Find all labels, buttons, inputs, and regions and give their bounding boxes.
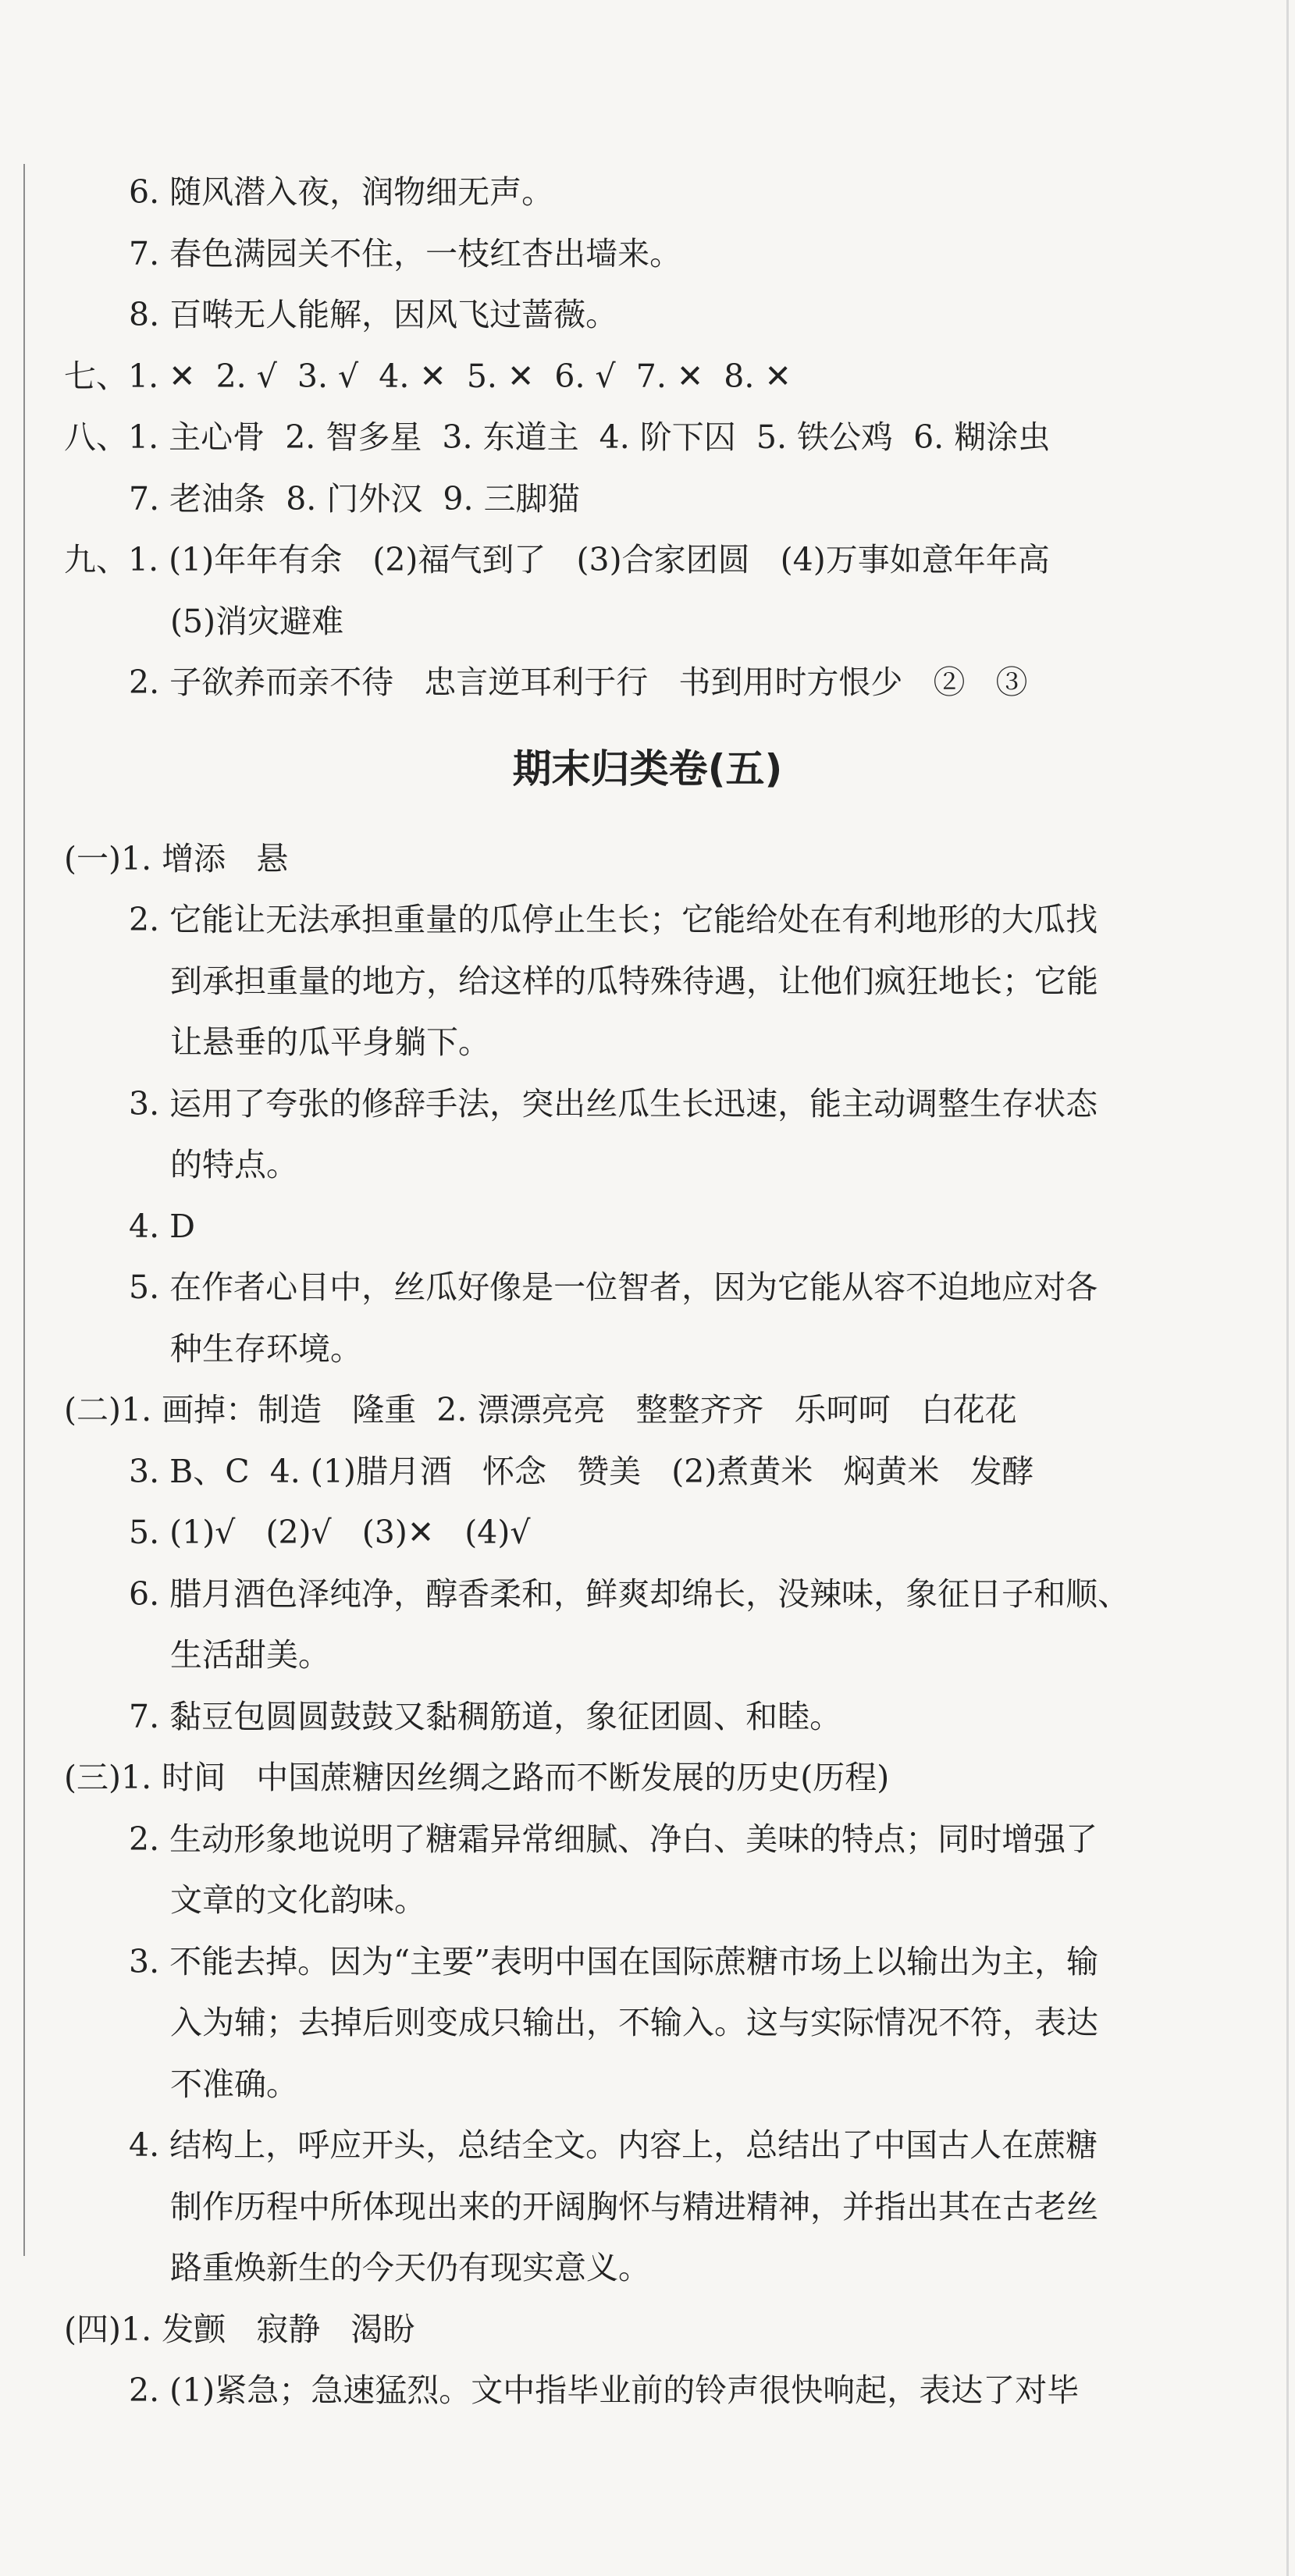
answer-line: 种生存环境。 [170,1330,362,1368]
answer-line: 4. D [129,1208,196,1245]
answer-line: 七、1. ✕ 2. √ 3. √ 4. ✕ 5. ✕ 6. √ 7. ✕ 8. ✕ [64,358,792,395]
answer-line: 5. 在作者心目中，丝瓜好像是一位智者，因为它能从容不迫地应对各 [129,1268,1098,1306]
answer-line: 2. 它能让无法承担重量的瓜停止生长；它能给处在有利地形的大瓜找 [129,901,1098,938]
answer-line: 文章的文化韵味。 [170,1881,426,1919]
answer-line: 6. 腊月酒色泽纯净，醇香柔和，鲜爽却绵长，没辣味，象征日子和顺、 [129,1575,1130,1613]
answer-line: 到承担重量的地方，给这样的瓜特殊待遇，让他们疯狂地长；它能 [170,962,1098,1000]
answer-line: 3. B、C 4. (1)腊月酒 怀念 赞美 (2)煮黄米 焖黄米 发酵 [129,1453,1034,1490]
answer-line: 2. 子欲养而亲不待 忠言逆耳利于行 书到用时方恨少 ② ③ [129,664,1028,701]
answer-line: 2. 生动形象地说明了糖霜异常细腻、净白、美味的特点；同时增强了 [129,1820,1098,1858]
margin-rule [23,164,25,2256]
answer-line: (四)1. 发颤 寂静 渴盼 [64,2311,415,2348]
answer-line: 八、1. 主心骨 2. 智多星 3. 东道主 4. 阶下囚 5. 铁公鸡 6. 糊涂虫 [64,418,1051,456]
answer-line: 7. 老油条 8. 门外汉 9. 三脚猫 [129,480,580,518]
answer-line: 2. (1)紧急；急速猛烈。文中指毕业前的铃声很快响起，表达了对毕 [129,2371,1080,2409]
answer-line: 九、1. (1)年年有余 (2)福气到了 (3)合家团圆 (4)万事如意年年高 [64,541,1050,578]
answer-line: 8. 百啭无人能解，因风飞过蔷薇。 [129,296,618,333]
answer-line: (5)消灾避难 [170,603,344,640]
answer-line: 路重焕新生的今天仍有现实意义。 [170,2249,650,2286]
answer-line: 入为辅；去掉后则变成只输出，不输入。这与实际情况不符，表达 [170,2004,1098,2041]
answer-line: (三)1. 时间 中国蔗糖因丝绸之路而不断发展的历史(历程) [64,1759,890,1796]
answer-line: 4. 结构上，呼应开头，总结全文。内容上，总结出了中国古人在蔗糖 [129,2126,1098,2164]
answer-line: 让悬垂的瓜平身躺下。 [170,1023,490,1061]
answer-line: 3. 运用了夸张的修辞手法，突出丝瓜生长迅速，能主动调整生存状态 [129,1085,1098,1123]
answer-line: (二)1. 画掉：制造 隆重 2. 漂漂亮亮 整整齐齐 乐呵呵 白花花 [64,1391,1017,1429]
answer-line: (一)1. 增添 悬 [64,840,289,877]
answer-line: 5. (1)√ (2)√ (3)✕ (4)√ [129,1514,531,1551]
answer-line: 3. 不能去掉。因为“主要”表明中国在国际蔗糖市场上以输出为主，输 [129,1943,1099,1980]
answer-line: 生活甜美。 [170,1636,330,1674]
answer-line: 7. 春色满园关不住，一枝红杏出墙来。 [129,235,682,272]
page-edge [1286,0,1289,2576]
answer-line: 6. 随风潜入夜，润物细无声。 [129,173,554,211]
answer-line: 的特点。 [170,1146,298,1183]
section-title: 期末归类卷(五) [512,746,783,792]
answer-line: 制作历程中所体现出来的开阔胸怀与精进精神，并指出其在古老丝 [170,2188,1098,2226]
answer-line: 不准确。 [170,2065,298,2103]
answer-line: 7. 黏豆包圆圆鼓鼓又黏稠筋道，象征团圆、和睦。 [129,1698,842,1735]
